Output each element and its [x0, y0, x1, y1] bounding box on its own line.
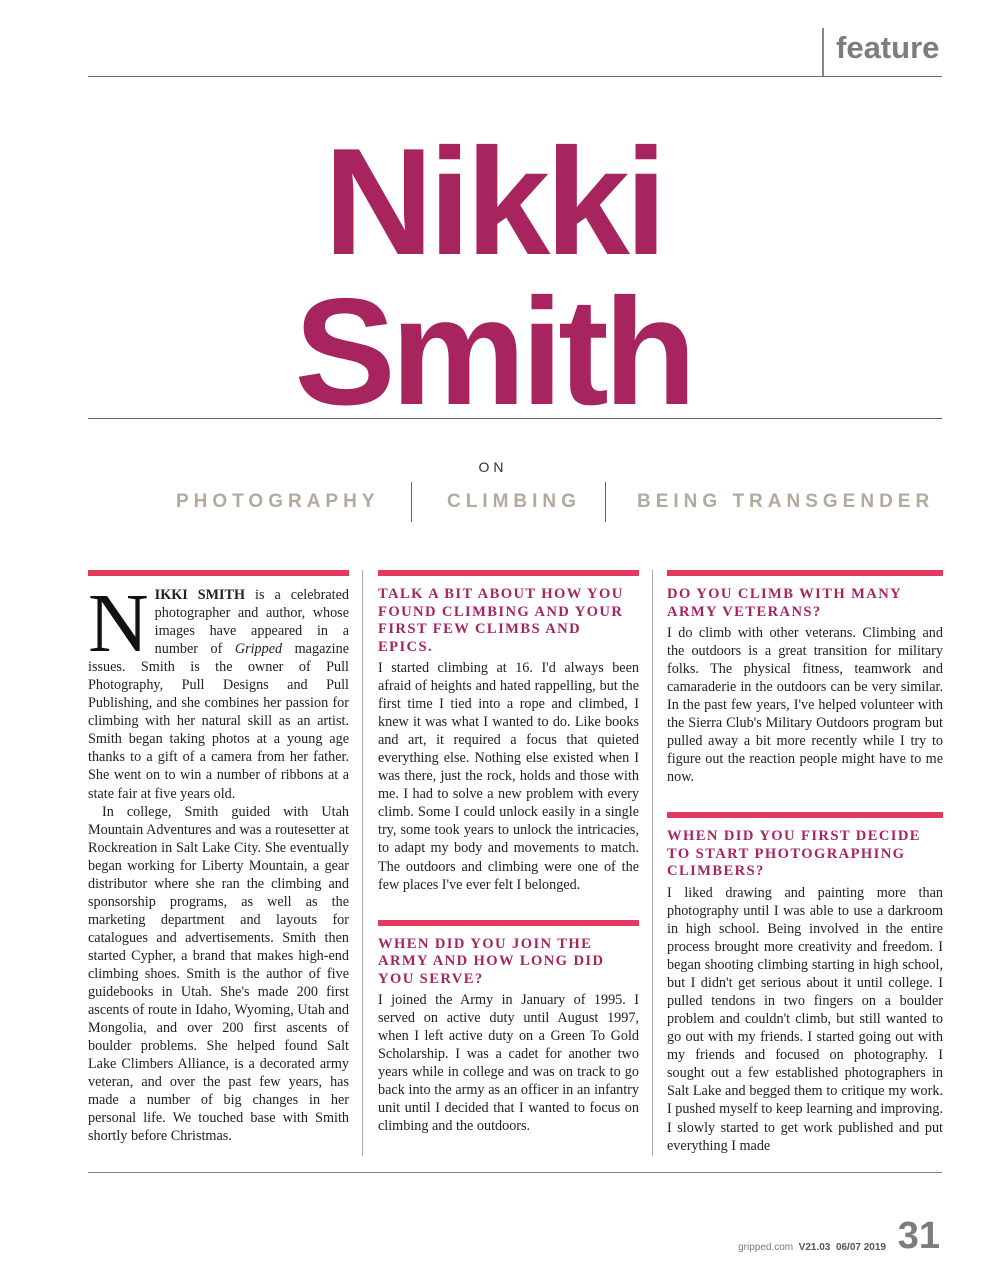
topic-climbing: CLIMBING: [447, 491, 581, 512]
on-label: ON: [478, 459, 508, 475]
topic-divider: [605, 482, 606, 522]
footer-volume: V21.03: [798, 1242, 831, 1253]
answer-veterans: I do climb with other veterans. Climbing and the outdoors is a great transition for military folks. The physical fitness, teamwork and camaraderie in the outdoors can be very similar. In the past few years, I've helped volunteer with the Sierra Club's Military Outdoors program but pulled away a bit more recently while I try to figure out the reaction people might have to me now.: [667, 625, 943, 786]
topic-divider: [411, 482, 412, 522]
intro-paragraph-1: [88, 577, 349, 803]
question-climbing-start: TALK A BIT ABOUT HOW YOU FOUND CLIMBING AND YOUR FIRST FEW CLIMBS AND EPICS.: [378, 586, 624, 655]
title-rule: [88, 418, 942, 419]
column-accent-bar: [88, 570, 349, 576]
intro-paragraph-2: In college, Smith guided with Utah Mountain Adventures and was a routesetter at Rockreation in Salt Lake City. She eventually began working for Liberty Mountain, a gear distributor where she ran the climbing and sponsorship programs, as well as the marketing department and layouts for catalogues and advertisements. Smith then started Cypher, a brand that makes high-end climbing shoes. Smith is the author of five guidebooks in Utah. She's made 200 first ascents of route in Idaho, Wyoming, Utah and Mongolia, and over 200 first ascents of boulder problems. She helped found Salt Lake Climbers Alliance, is a decorated army veteran, and over the past few years, has made a number of big changes in her personal life. We touched base with Smith shortly before Christmas.: [88, 803, 349, 1145]
column-accent-bar: [378, 570, 639, 576]
question-photography: WHEN DID YOU FIRST DECIDE TO START PHOTOGRAPHING CLIMBERS?: [667, 828, 921, 880]
title-last-name: Smith: [294, 267, 692, 437]
answer-climbing-start: I started climbing at 16. I'd always been afraid of heights and hated rappelling, but the first time I tied into a rope and climbed, I knew it was what I wanted to do. Like books and art, it required a focus that quieted everything else. Nothing else existed when I was there, just the rock, holds and those with me. I had to solve a new problem with every climb. Some I could unlock easily in a single try, some took years to unlock the intricacies, to adapt my body and movements to match. The outdoors and climbing were one of the few places I've ever felt I belonged.: [378, 660, 639, 893]
question-veterans: DO YOU CLIMB WITH MANY ARMY VETERANS?: [667, 586, 902, 620]
qa-column-3: [667, 570, 943, 1158]
dropcap: N: [88, 577, 149, 670]
answer-photography: I liked drawing and painting more than photography until I was able to use a darkroom in high school. Being involved in the entire process brought more creativity and freedom. I began shooting climbing starting in high school, but I didn't get serious about it until college. I pulled tendons in two fingers on a boulder problem and couldn't climb, but still wanted to go out with my friends. I started going out with my friends and focused on photography. I sought out a few established photographers in Salt Lake and begged them to critique my work. I pushed myself to keep learning and improving. I slowly started to get work published and put everything I made: [667, 884, 943, 1154]
column-accent-bar: [667, 570, 943, 576]
qa-column-2: [378, 570, 639, 1158]
column-divider: [652, 570, 653, 1156]
question-army: WHEN DID YOU JOIN THE ARMY AND HOW LONG DID YOU SERVE?: [378, 935, 605, 987]
magazine-name: Gripped: [234, 641, 283, 658]
lead-name: IKKI SMITH: [154, 587, 246, 603]
intro-column: [88, 570, 349, 1158]
bottom-rule: [88, 1172, 942, 1173]
footer-date: 06/07 2019: [835, 1242, 886, 1253]
column-accent-bar: [378, 920, 639, 926]
topics-row: [140, 482, 935, 522]
intro-text: is a celebrated photographer and author, whose images have appeared in a number of: [154, 587, 349, 658]
title-first-name: Nikki: [323, 117, 663, 287]
page-number: 31: [897, 1215, 940, 1257]
footer-meta: [738, 1242, 886, 1253]
topic-photography: PHOTOGRAPHY: [176, 491, 380, 512]
intro-text-tail: magazine issues. Smith is the owner of Pull Photography, Pull Designs and Pull Publishing, and she combines her passion for climbing with her natural skill as an artist. Smith began taking photos at a young age thanks to a gift of a camera from her father. She went on to win a number of ribbons at a state fair at five years old.: [88, 641, 349, 802]
top-rule: [88, 76, 942, 77]
section-label: feature: [822, 28, 939, 76]
topic-transgender: BEING TRANSGENDER: [637, 491, 935, 512]
column-accent-bar: [667, 812, 943, 818]
column-divider: [362, 570, 363, 1156]
footer-site: gripped.com: [738, 1242, 794, 1253]
answer-army: I joined the Army in January of 1995. I served on active duty until August 1997, when I left active duty on a Green To Gold Scholarship. I was a cadet for another two years while in college and was on track to go back into the army as an officer in an infantry unit until I decided that I wanted to focus on climbing and the outdoors.: [378, 992, 639, 1135]
